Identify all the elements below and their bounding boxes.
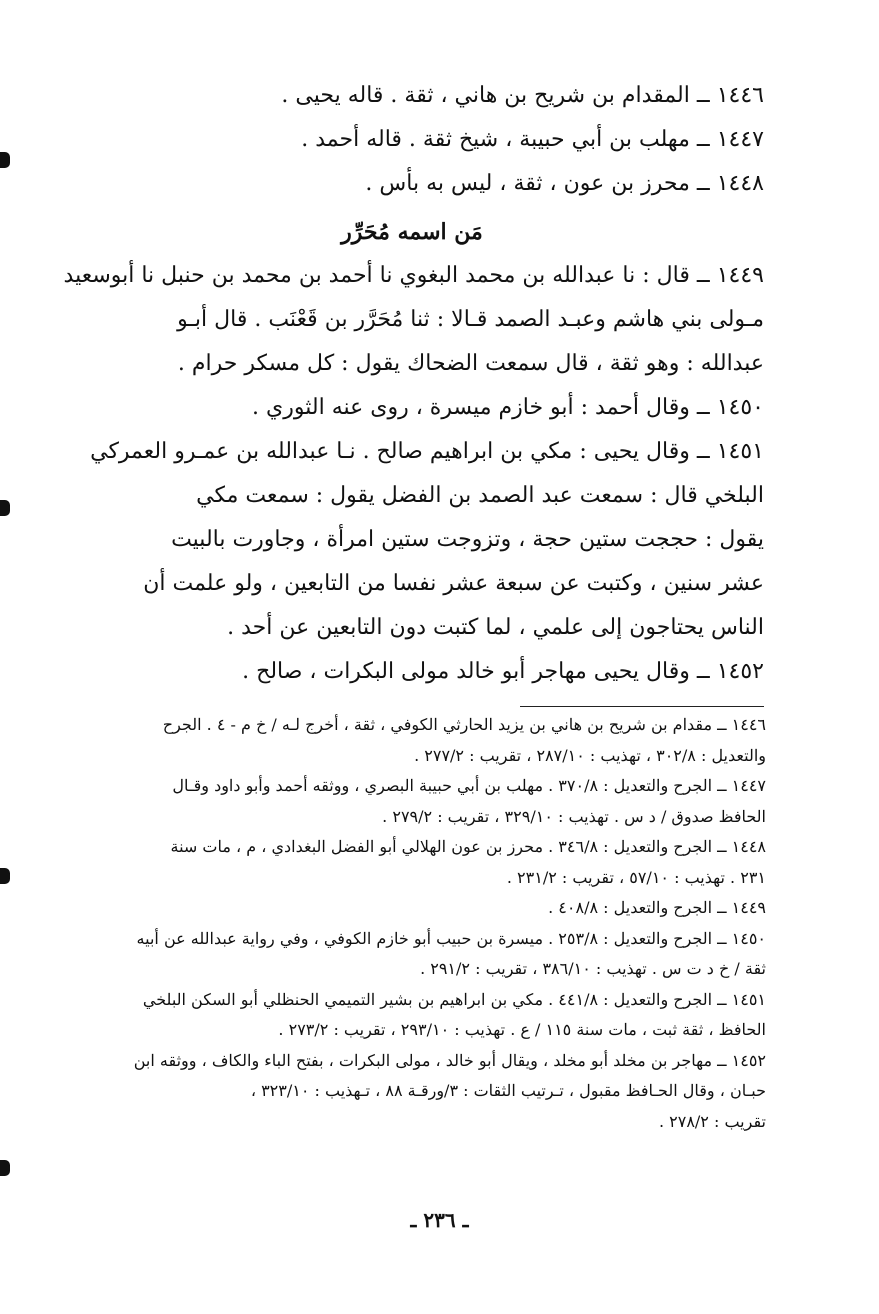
footnote-line: ١٤٤٧ ــ الجرح والتعديل : ٣٧٠/٨ . مهلب بن أبي حبيبة البصري ، ووثقه أحمد وأبو داود وقـال xyxy=(172,776,766,795)
footnote-line: ١٤٥٠ ــ الجرح والتعديل : ٢٥٣/٨ . ميسرة بن حبيب أبو خازم الكوفي ، وفي رواية عبدالله عن أبيه xyxy=(136,928,766,948)
binding-mark xyxy=(0,868,10,884)
entry-1447: ١٤٤٧ ــ مهلب بن أبي حبيبة ، شيخ ثقة . قاله أحمد . xyxy=(301,127,764,152)
entry-1449-line-1: ١٤٤٩ ــ قال : نا عبدالله بن محمد البغوي نا أحمد بن محمد بن حنبل نا أبوسعيد xyxy=(63,263,764,288)
binding-mark xyxy=(0,1160,10,1176)
entry-1451-line-2: البلخي قال : سمعت عبد الصمد بن الفضل يقول : سمعت مكي xyxy=(196,483,764,508)
entry-1450: ١٤٥٠ ــ وقال أحمد : أبو خازم ميسرة ، روى عنه الثوري . xyxy=(252,395,764,420)
entry-1448: ١٤٤٨ ــ محرز بن عون ، ثقة ، ليس به بأس . xyxy=(365,171,764,196)
footnote-line: ٢٣١ . تهذيب : ٥٧/١٠ ، تقريب : ٢٣١/٢ . xyxy=(506,867,766,887)
entry-1451-line-4: عشر سنين ، وكتبت عن سبعة عشر نفسا من التابعين ، ولو علمت أن xyxy=(143,571,764,596)
footnote-line: والتعديل : ٣٠٢/٨ ، تهذيب : ٢٨٧/١٠ ، تقريب : ٢٧٧/٢ . xyxy=(414,745,766,765)
footnote-line: حبـان ، وقال الحـافظ مقبول ، تـرتيب الثقات : ٣/ورقـة ٨٨ ، تـهذيب : ٣٢٣/١٠ ، xyxy=(250,1081,766,1100)
footnotes xyxy=(60,710,766,1137)
entry-1449-line-3: عبدالله : وهو ثقة ، قال سمعت الضحاك يقول : كل مسكر حرام . xyxy=(177,351,764,376)
page-number: ـ ٢٣٦ ـ xyxy=(410,1208,469,1232)
entry-1449 xyxy=(60,254,764,386)
binding-mark xyxy=(0,500,10,516)
entry-1451-line-1: ١٤٥١ ــ وقال يحيى : مكي بن ابراهيم صالح . نـا عبدالله بن عمـرو العمركي xyxy=(90,439,764,464)
section-heading: مَن اسمه مُحَرِّر xyxy=(341,219,483,245)
footnote-line: ثقة / خ د ت س . تهذيب : ٣٨٦/١٠ ، تقريب : ٢٩١/٢ . xyxy=(420,959,766,978)
entry-1446: ١٤٤٦ ــ المقدام بن شريح بن هاني ، ثقة . قاله يحيى . xyxy=(281,83,764,108)
footnote-line: الحافظ صدوق / د س . تهذيب : ٣٢٩/١٠ ، تقريب : ٢٧٩/٢ . xyxy=(382,806,766,826)
footnote-line: ١٤٥١ ــ الجرح والتعديل : ٤٤١/٨ . مكي بن ابراهيم بن بشير التميمي الحنظلي أبو السكن البلخي xyxy=(142,989,766,1009)
footnote-line: ١٤٤٨ ــ الجرح والتعديل : ٣٤٦/٨ . محرز بن عون الهلالي أبو الفضل البغدادي ، م ، مات سنة xyxy=(170,837,766,856)
footnote-line: ١٤٤٩ ــ الجرح والتعديل : ٤٠٨/٨ . xyxy=(548,898,766,917)
footnote-line: الحافظ ، ثقة ثبت ، مات سنة ١١٥ / ع . تهذيب : ٢٩٣/١٠ ، تقريب : ٢٧٣/٢ . xyxy=(278,1020,766,1039)
entry-1449-line-2: مـولى بني هاشم وعبـد الصمد قـالا : ثنا مُحَرَّر بن قَعْنَب . قال أبـو xyxy=(177,307,764,332)
entry-1451-line-3: يقول : حججت ستين حجة ، وتزوجت ستين امرأة ، وجاورت بالبيت xyxy=(171,527,764,552)
footnote-line: تقريب : ٢٧٨/٢ . xyxy=(658,1111,766,1131)
entry-1451-line-5: الناس يحتاجون إلى علمي ، لما كتبت دون التابعين عن أحد . xyxy=(227,615,764,640)
footnote-line: ١٤٥٢ ــ مهاجر بن مخلد أبو مخلد ، ويقال أبو خالد ، مولى البكرات ، بفتح الباء والكاف ، ووثقه ابن xyxy=(133,1050,766,1070)
footnote-line: ١٤٤٦ ــ مقدام بن شريح بن هاني بن يزيد الحارثي الكوفي ، ثقة ، أخرج لـه / خ م - ٤ . الجرح xyxy=(162,715,766,734)
footnote-divider xyxy=(520,706,764,707)
entry-1452: ١٤٥٢ ــ وقال يحيى مهاجر أبو خالد مولى البكرات ، صالح . xyxy=(242,659,764,684)
entry-1451 xyxy=(60,430,764,650)
binding-mark xyxy=(0,152,10,168)
main-text xyxy=(60,74,764,694)
